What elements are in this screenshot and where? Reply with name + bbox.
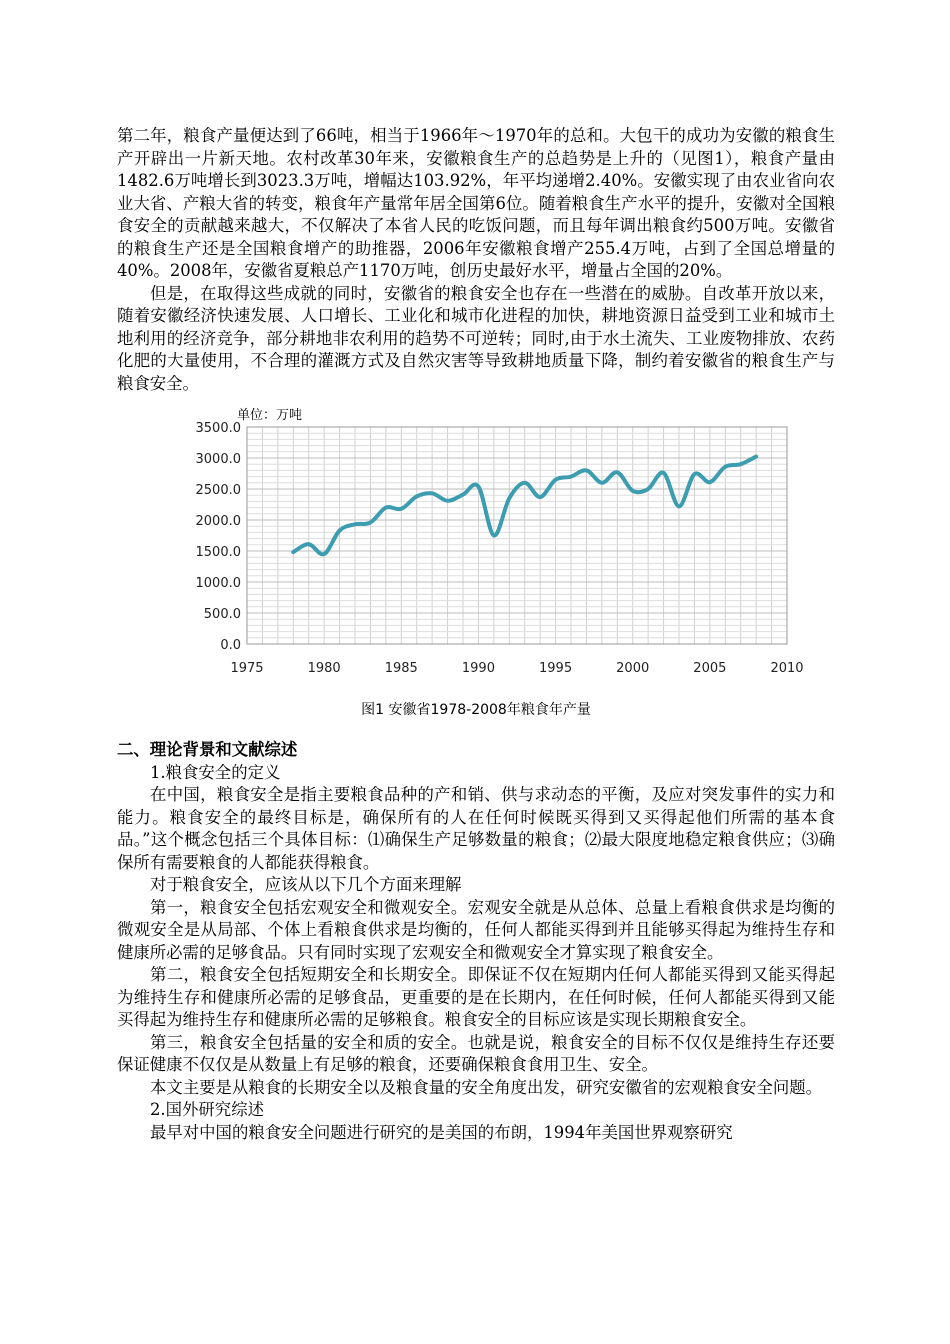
body-paragraph: 第一，粮食安全包括宏观安全和微观安全。宏观安全就是从总体、总量上看粮食供求是均衡的微观安全是从局部、个体上看粮食供求是均衡的，任何人都能买得到并且能够买得起为维持生存和健康所必需的足够食品。只有同时实现了宏观安全和微观安全才算实现了粮食安全。 [117,897,835,962]
x-tick-label: 2000 [616,661,650,676]
y-tick-label: 1000.0 [195,576,241,591]
y-tick-label: 3000.0 [195,452,241,467]
plot-area-border [247,427,787,644]
body-paragraph: 在中国，粮食安全是指主要粮食品种的产和销、供与求动态的平衡，及应对突发事件的实力和能力。粮食安全的最终目标是，确保所有的人在任何时候既买得到又买得起他们所需的基本食品。”这个概念包括三个具体目标：⑴确保生产足够数量的粮食；⑵最大限度地稳定粮食供应；⑶确保所有需要粮食的人都能获得粮食。 [117,785,835,872]
unit-label: 单位：万吨 [237,408,303,423]
body-paragraph: 对于粮食安全，应该从以下几个方面来理解 [150,875,462,894]
section-heading: 二、理论背景和文献综述 [117,740,298,759]
x-tick-label: 2010 [770,661,804,676]
x-tick-label: 1995 [539,661,573,676]
x-tick-label: 1985 [384,661,418,676]
y-tick-label: 3500.0 [195,421,241,436]
y-tick-label: 1500.0 [195,545,241,560]
y-tick-label: 500.0 [203,607,241,622]
y-tick-label: 2500.0 [195,483,241,498]
y-tick-label: 2000.0 [195,514,241,529]
x-tick-label: 1975 [230,661,264,676]
document-page [117,125,835,1144]
body-paragraph: 第二年，粮食产量便达到了66吨，相当于1966年～1970年的总和。大包干的成功为安徽的粮食生产开辟出一片新天地。农村改革30年来，安徽粮食生产的总趋势是上升的（见图1），粮食产量由1482.6万吨增长到3023.3万吨，增幅达103.92%，年平均递增2.40%。安徽实现了由农业省向农业大省、产粮大省的转变，粮食年产量常年居全国第6位。随着粮食生产水平的提升，安徽对全国粮食安全的贡献越来越大，不仅解决了本省人民的吃饭问题，而且每年调出粮食约500万吨。安徽省的粮食生产还是全国粮食增产的助推器，2006年安徽粮食增产255.4万吨，占到了全国总增量的40%。2008年，安徽省夏粮总产1170万吨，创历史最好水平，增量占全国的20%。 [117,126,835,280]
subheading: 2.国外研究综述 [150,1100,264,1119]
body-paragraph: 但是，在取得这些成就的同时，安徽省的粮食安全也存在一些潜在的威胁。自改革开放以来，随着安徽经济快速发展、人口增长、工业化和城市化进程的加快，耕地资源日益受到工业和城市土地利用的经济竞争，部分耕地非农利用的趋势不可逆转；同时,由于水土流失、工业废物排放、农药化肥的大量使用，不合理的灌溉方式及自然灾害等导致耕地质量下降，制约着安徽省的粮食生产与粮食安全。 [117,283,835,393]
chart-svg [117,407,835,707]
subheading: 1.粮食安全的定义 [150,762,281,782]
grain-output-chart [117,407,835,707]
body-paragraph: 第三，粮食安全包括量的安全和质的安全。也就是说，粮食安全的目标不仅仅是维持生存还要保证健康不仅仅是从数量上有足够的粮食，还要确保粮食食用卫生、安全。 [117,1032,835,1074]
x-tick-label: 2005 [693,661,727,676]
x-tick-label: 1990 [461,661,495,676]
body-paragraph: 最早对中国的粮食安全问题进行研究的是美国的布朗，1994年美国世界观察研究 [150,1122,733,1142]
y-tick-label: 0.0 [220,638,241,653]
body-paragraph: 本文主要是从粮食的长期安全以及粮食量的安全角度出发，研究安徽省的宏观粮食安全问题。 [150,1077,823,1097]
figure-caption: 图1 安徽省1978-2008年粮食年产量 [361,702,591,718]
body-paragraph: 第二，粮食安全包括短期安全和长期安全。即保证不仅在短期内任何人都能买得到又能买得起为维持生存和健康所必需的足够食品，更重要的是在长期内，在任何时候，任何人都能买得到又能买得起为维持生存和健康所必需的足够粮食。粮食安全的目标应该是实现长期粮食安全。 [117,965,835,1029]
x-tick-label: 1980 [307,661,341,676]
